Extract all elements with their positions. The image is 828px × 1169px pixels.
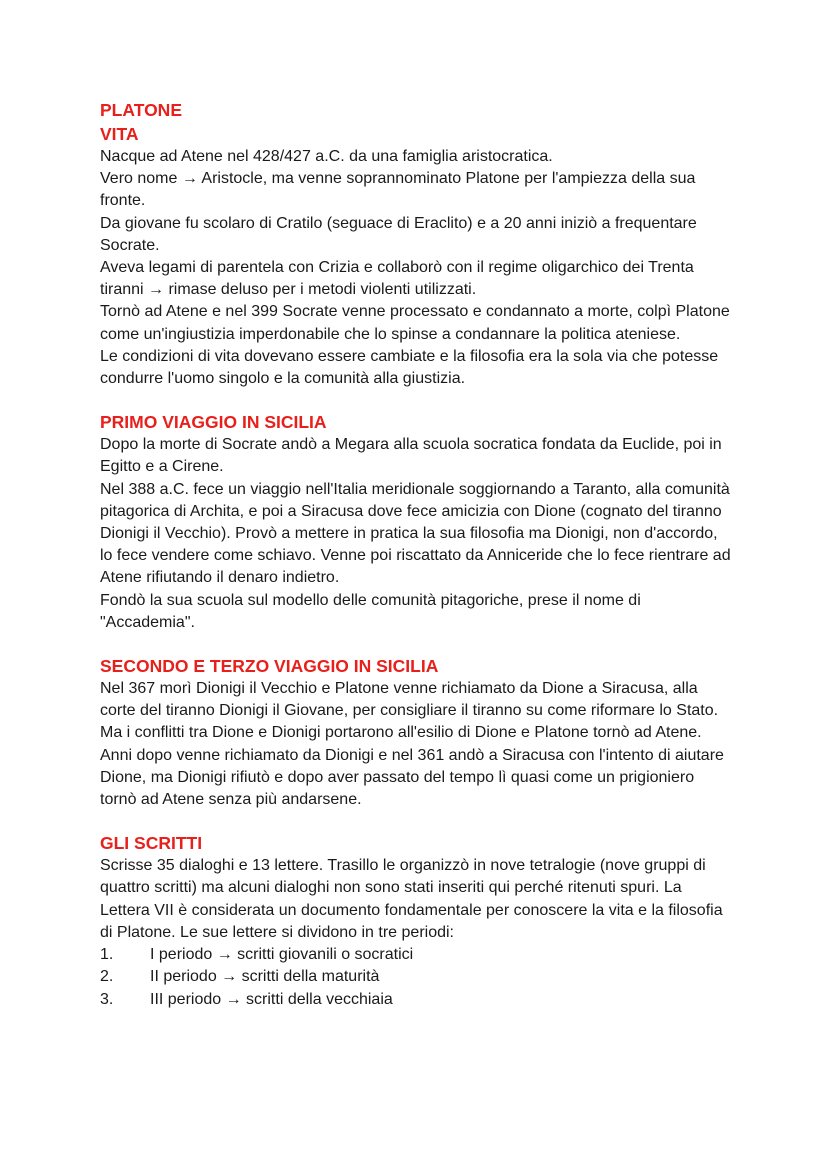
list-item: [100, 944, 732, 966]
list-item: [100, 966, 732, 988]
paragraph: Da giovane fu scolaro di Cratilo (seguace di Eraclito) e a 20 anni iniziò a frequentare Socrate.: [100, 214, 697, 254]
section-heading-primo-viaggio: PRIMO VIAGGIO IN SICILIA: [100, 412, 327, 433]
list-text: II periodo → scritti della maturità: [150, 968, 380, 986]
periods-list: [100, 944, 732, 1011]
section-heading-vita: VITA: [100, 124, 139, 144]
section-heading-gli-scritti: GLI SCRITTI: [100, 833, 203, 854]
paragraph: Dopo la morte di Socrate andò a Megara alla scuola socratica fondata da Euclide, poi in Egitto e a Cirene.: [100, 436, 722, 476]
document-title: PLATONE: [100, 100, 182, 120]
paragraph: Nel 388 a.C. fece un viaggio nell'Italia meridionale soggiornando a Taranto, alla comunità pitagorica di Archita, e poi a Siracusa dove fece amicizia con Dione (cognato del tiranno Dionigi il Vecchio). Provò a mettere in pratica la sua filosofia ma Dionigi, non d'accordo, lo fece vendere come schiavo. Venne poi riscattato da Anniceride che lo fece rientrare ad Atene rifiutando il denaro indietro.: [100, 480, 731, 587]
paragraph: Fondò la sua scuola sul modello delle comunità pitagoriche, prese il nome di "Accademia".: [100, 591, 641, 631]
document-page: [100, 98, 732, 1011]
list-text: III periodo → scritti della vecchiaia: [150, 990, 393, 1008]
paragraph: Aveva legami di parentela con Crizia e collaborò con il regime oligarchico dei Trenta tiranni → rimase deluso per i metodi violenti utilizzati.: [100, 259, 694, 299]
list-text: I periodo → scritti giovanili o socratici: [150, 946, 414, 964]
section-heading-secondo-terzo-viaggio: SECONDO E TERZO VIAGGIO IN SICILIA: [100, 656, 439, 677]
list-number: 3.: [100, 990, 114, 1008]
paragraph: Nacque ad Atene nel 428/427 a.C. da una famiglia aristocratica.: [100, 148, 553, 165]
paragraph: Nel 367 morì Dionigi il Vecchio e Platone venne richiamato da Dione a Siracusa, alla corte del tiranno Dionigi il Giovane, per consigliare il tiranno su come riformare lo Stato. Ma i conflitti tra Dione e Dionigi portarono all'esilio di Dione e Platone tornò ad Atene.: [100, 680, 719, 742]
paragraph: Scrisse 35 dialoghi e 13 lettere. Trasillo le organizzò in nove tetralogie (nove gruppi di quattro scritti) ma alcuni dialoghi non sono stati inseriti qui perché ritenuti spuri. La Lettera VII è considerata un documento fondamentale per conoscere la vita e la filosofia di Platone. Le sue lettere si dividono in tre periodi:: [100, 857, 723, 941]
list-number: 2.: [100, 968, 114, 986]
list-item: [100, 989, 732, 1011]
paragraph: Vero nome → Aristocle, ma venne soprannominato Platone per l'ampiezza della sua fronte.: [100, 170, 696, 210]
paragraph: Anni dopo venne richiamato da Dionigi e nel 361 andò a Siracusa con l'intento di aiutare Dione, ma Dionigi rifiutò e dopo aver passato del tempo lì quasi come un prigioniero tornò ad Atene senza più andarsene.: [100, 746, 724, 809]
list-number: 1.: [100, 946, 114, 964]
paragraph: Le condizioni di vita dovevano essere cambiate e la filosofia era la sola via che potesse condurre l'uomo singolo e la comunità alla giustizia.: [100, 347, 719, 388]
paragraph: Tornò ad Atene e nel 399 Socrate venne processato e condannato a morte, colpì Platone come un'ingiustizia imperdonabile che lo spinse a condannare la politica ateniese.: [100, 303, 730, 343]
